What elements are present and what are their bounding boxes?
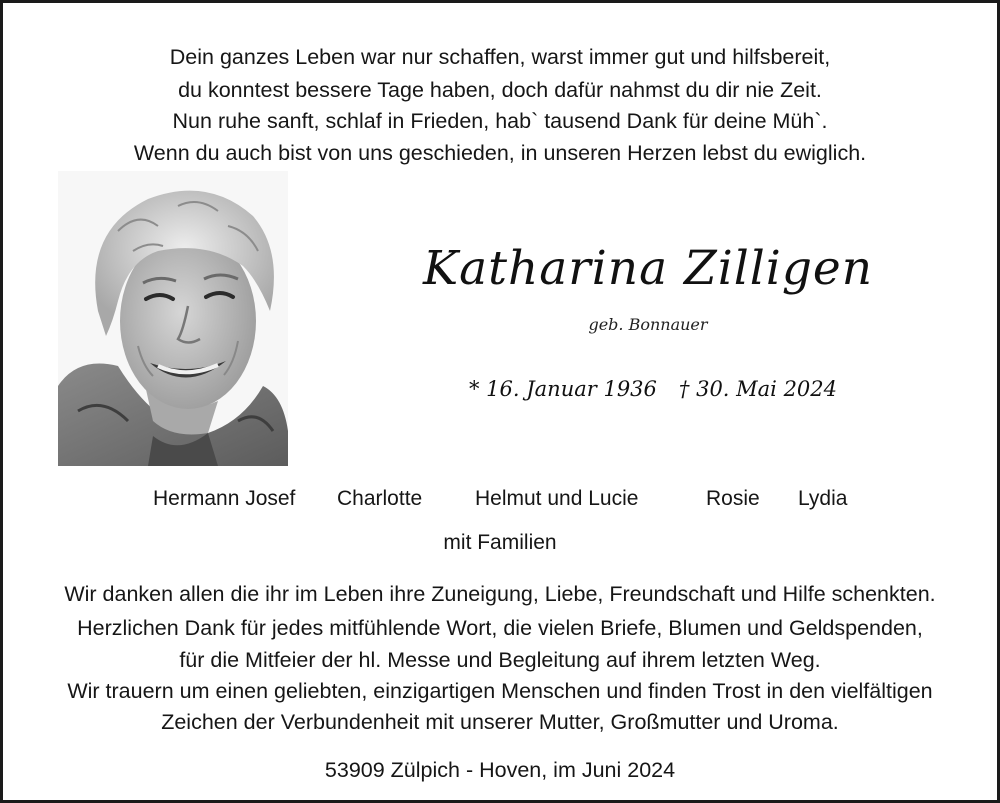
thanks-line: Zeichen der Verbundenheit mit unserer Mutter, Großmutter und Uroma. xyxy=(161,710,839,734)
portrait-photo xyxy=(58,171,288,466)
family-suffix: mit Familien xyxy=(443,531,557,554)
death-date: † 30. Mai 2024 xyxy=(678,377,838,401)
thanks-line: für die Mitfeier der hl. Messe und Begleitung auf ihrem letzten Weg. xyxy=(179,648,821,672)
deceased-name: Katharina Zilligen xyxy=(423,241,873,296)
maiden-name: geb. Bonnauer xyxy=(588,315,708,334)
family-member: Helmut und Lucie xyxy=(475,487,639,510)
thanks-line: Wir danken allen die ihr im Leben ihre Zuneigung, Liebe, Freundschaft und Hilfe schenkten. xyxy=(64,582,936,606)
family-member: Lydia xyxy=(798,487,848,510)
thanks-line: Herzlichen Dank für jedes mitfühlende Wort, die vielen Briefe, Blumen und Geldspenden, xyxy=(77,616,923,640)
thanks-line: Wir trauern um einen geliebten, einzigartigen Menschen und finden Trost in den vielfältigen xyxy=(67,679,933,703)
place-date: 53909 Zülpich - Hoven, im Juni 2024 xyxy=(324,758,676,782)
family-member: Charlotte xyxy=(337,487,423,510)
birth-date: * 16. Januar 1936 xyxy=(468,377,657,401)
life-dates xyxy=(383,377,923,401)
poem-line: Nun ruhe sanft, schlaf in Frieden, hab` tausend Dank für deine Müh`. xyxy=(172,109,828,133)
poem-line: Dein ganzes Leben war nur schaffen, warst immer gut und hilfsbereit, xyxy=(169,45,831,69)
family-member: Rosie xyxy=(706,487,760,510)
poem-line: Wenn du auch bist von uns geschieden, in unseren Herzen lebst du ewiglich. xyxy=(133,141,867,165)
portrait-illustration xyxy=(58,171,288,466)
family-member: Hermann Josef xyxy=(153,487,296,510)
poem-line: du konntest bessere Tage haben, doch dafür nahmst du dir nie Zeit. xyxy=(178,78,822,102)
